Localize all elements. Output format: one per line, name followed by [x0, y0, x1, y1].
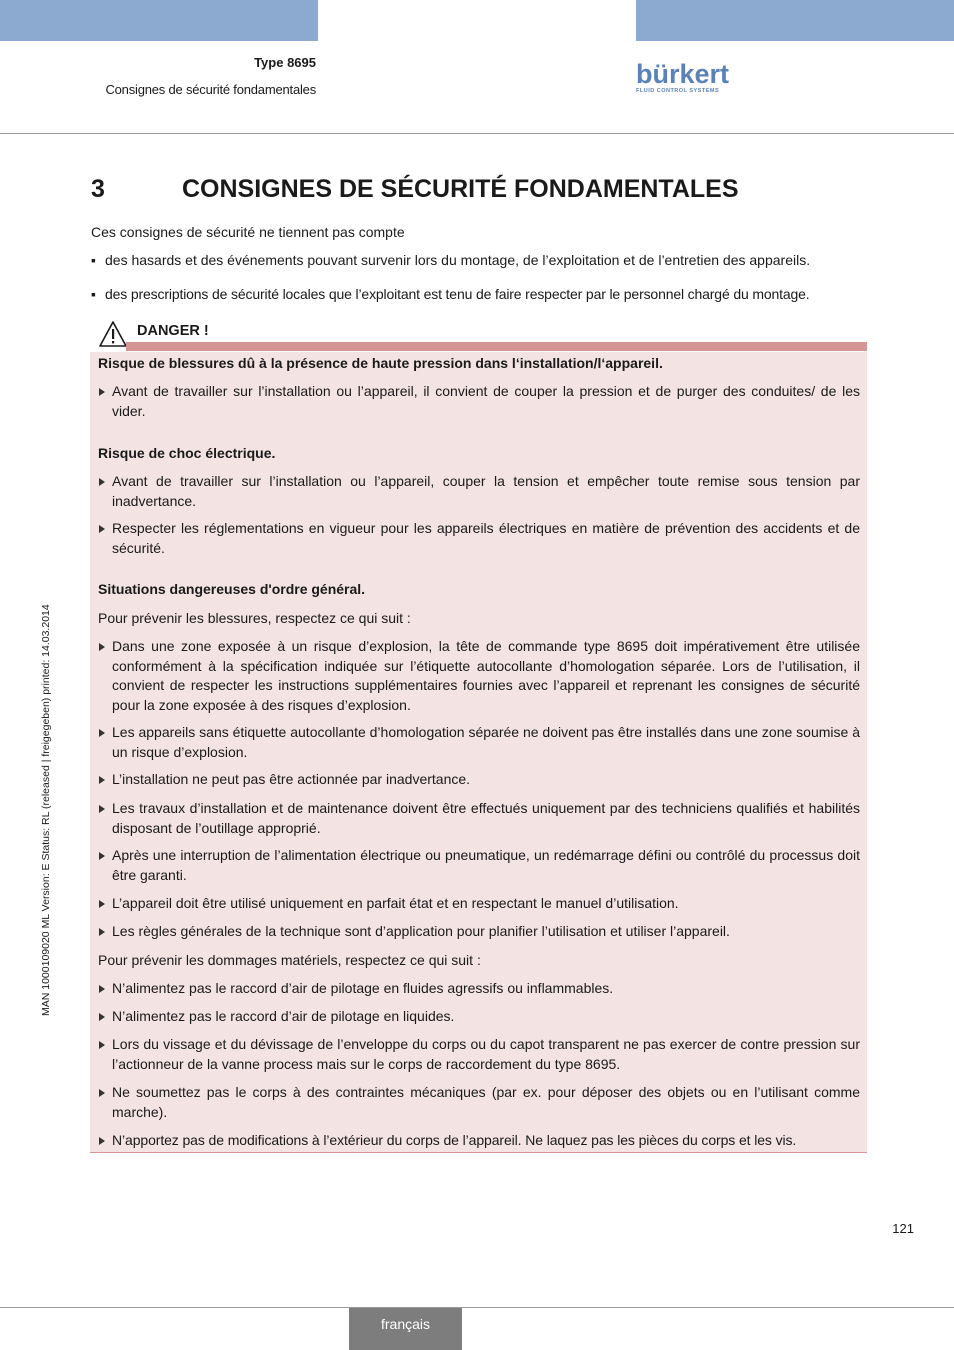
list-item	[98, 637, 860, 715]
list-item	[98, 922, 860, 942]
section-label: Consignes de sécurité fondamentales	[105, 82, 316, 97]
arrow-bullet-icon	[99, 729, 105, 737]
arrow-bullet-icon	[99, 805, 105, 813]
item-text: Les travaux d’installation et de maintenance doivent être effectués uniquement par des techniciens qualifiés et habilités disposant de l’outillage approprié.	[112, 800, 860, 836]
list-item	[98, 770, 860, 790]
bullet-marker: ▪	[91, 252, 96, 268]
list-item	[98, 846, 860, 885]
item-text: Après une interruption de l’alimentation électrique ou pneumatique, un redémarrage défini ou contrôlé du processus doit être garanti.	[112, 847, 860, 883]
list-item	[98, 519, 860, 558]
language-tab	[349, 1308, 462, 1350]
chapter-title	[91, 175, 739, 204]
arrow-bullet-icon	[99, 1137, 105, 1145]
item-text: Les règles générales de la technique sont d’application pour planifier l’utilisation et utiliser l’appareil.	[112, 923, 730, 939]
arrow-bullet-icon	[99, 852, 105, 860]
item-text: Avant de travailler sur l’installation ou l’appareil, couper la tension et empêcher toute remise sous tension par inadvertance.	[112, 473, 860, 509]
chapter-number: 3	[91, 175, 105, 203]
list-item	[98, 1131, 860, 1151]
item-text: Les appareils sans étiquette autocollante d’homologation séparée ne doivent pas être installés dans une zone soumise à un risque d’explosion.	[112, 724, 860, 760]
list-item	[98, 1083, 860, 1122]
arrow-bullet-icon	[99, 900, 105, 908]
arrow-bullet-icon	[99, 525, 105, 533]
item-text: Respecter les réglementations en vigueur pour les appareils électriques en matière de prévention des accidents et de sécurité.	[112, 520, 860, 556]
burkert-logo	[636, 58, 732, 98]
list-item	[98, 894, 860, 914]
list-item	[98, 799, 860, 838]
logo-tagline: FLUID CONTROL SYSTEMS	[636, 88, 720, 94]
item-text: Lors du vissage et du dévissage de l’enveloppe du corps ou du capot transparent ne pas exercer de contre pression sur l’actionneur de la vanne process mais sur le corps de raccordement du type 8695.	[112, 1036, 860, 1072]
arrow-bullet-icon	[99, 1013, 105, 1021]
item-text: Dans une zone exposée à un risque d’explosion, la tête de commande type 8695 doit impérativement être utilisée conformément à la spécification indiquée sur l’étiquette autocollante d’homologation séparée. Lors de l’utilisation, il convient de respecter les instructions supplémentaires fournies avec l’appareil et reprenant les consignes de sécurité pour la zone exposée à des risques d’explosion.	[112, 638, 860, 713]
electric-heading: Risque de choc électrique.	[98, 445, 276, 461]
intro-text: Ces consignes de sécurité ne tiennent pas compte	[91, 224, 405, 240]
header-bar-right	[636, 0, 954, 41]
danger-header	[90, 318, 867, 352]
list-item	[98, 723, 860, 762]
damage-intro: Pour prévenir les dommages matériels, respectez ce qui suit :	[98, 952, 481, 968]
arrow-bullet-icon	[99, 1041, 105, 1049]
bullet-text: des prescriptions de sécurité locales que l’exploitant est tenu de faire respecter par le personnel chargé du montage.	[105, 286, 810, 302]
arrow-bullet-icon	[99, 776, 105, 784]
item-text: L’installation ne peut pas être actionnée par inadvertance.	[112, 771, 471, 787]
doc-type-label: Type 8695	[254, 55, 316, 70]
arrow-bullet-icon	[99, 388, 105, 396]
header-bar-left	[0, 0, 318, 41]
item-text: N’alimentez pas le raccord d’air de pilotage en liquides.	[112, 1008, 455, 1024]
header-divider	[0, 133, 954, 134]
list-item	[98, 472, 860, 511]
bullet-marker: ▪	[91, 286, 96, 302]
arrow-bullet-icon	[99, 1089, 105, 1097]
footer-divider	[0, 1307, 954, 1308]
warning-icon	[98, 320, 128, 348]
page-number: 121	[892, 1221, 914, 1236]
list-item	[98, 382, 860, 421]
language-label: français	[380, 1316, 431, 1332]
general-heading: Situations dangereuses d'ordre général.	[98, 581, 366, 597]
danger-stripe	[126, 342, 867, 351]
chapter-heading: CONSIGNES DE SÉCURITÉ FONDAMENTALES	[182, 175, 739, 203]
item-text: L’appareil doit être utilisé uniquement en parfait état et en respectant le manuel d’utilisation.	[112, 895, 679, 911]
item-text: Avant de travailler sur l’installation ou l’appareil, il convient de couper la pression et de purger des conduites/ de les vider.	[112, 383, 860, 419]
danger-label: DANGER !	[137, 323, 209, 339]
list-item	[98, 1035, 860, 1074]
arrow-bullet-icon	[99, 928, 105, 936]
arrow-bullet-icon	[99, 643, 105, 651]
item-text: N’alimentez pas le raccord d’air de pilotage en fluides agressifs ou inflammables.	[112, 980, 614, 996]
document-meta: MAN 1000109020 ML Version: E Status: RL (released | freigegeben) printed: 14.03.2014	[40, 604, 52, 1016]
logo-wordmark: bürkert	[636, 59, 730, 89]
pressure-heading: Risque de blessures dû à la présence de haute pression dans l‘installation/l‘appareil.	[98, 355, 663, 371]
item-text: N’apportez pas de modifications à l’extérieur du corps de l’appareil. Ne laquez pas les pièces du corps et les vis.	[112, 1132, 797, 1148]
arrow-bullet-icon	[99, 478, 105, 486]
list-item	[98, 979, 860, 999]
injury-intro: Pour prévenir les blessures, respectez ce qui suit :	[98, 610, 411, 626]
bullet-text: des hasards et des événements pouvant survenir lors du montage, de l’exploitation et de l’entretien des appareils.	[105, 252, 811, 268]
arrow-bullet-icon	[99, 985, 105, 993]
list-item	[98, 1007, 860, 1027]
item-text: Ne soumettez pas le corps à des contraintes mécaniques (par ex. pour déposer des objets ou en l’utilisant comme marche).	[112, 1084, 860, 1120]
